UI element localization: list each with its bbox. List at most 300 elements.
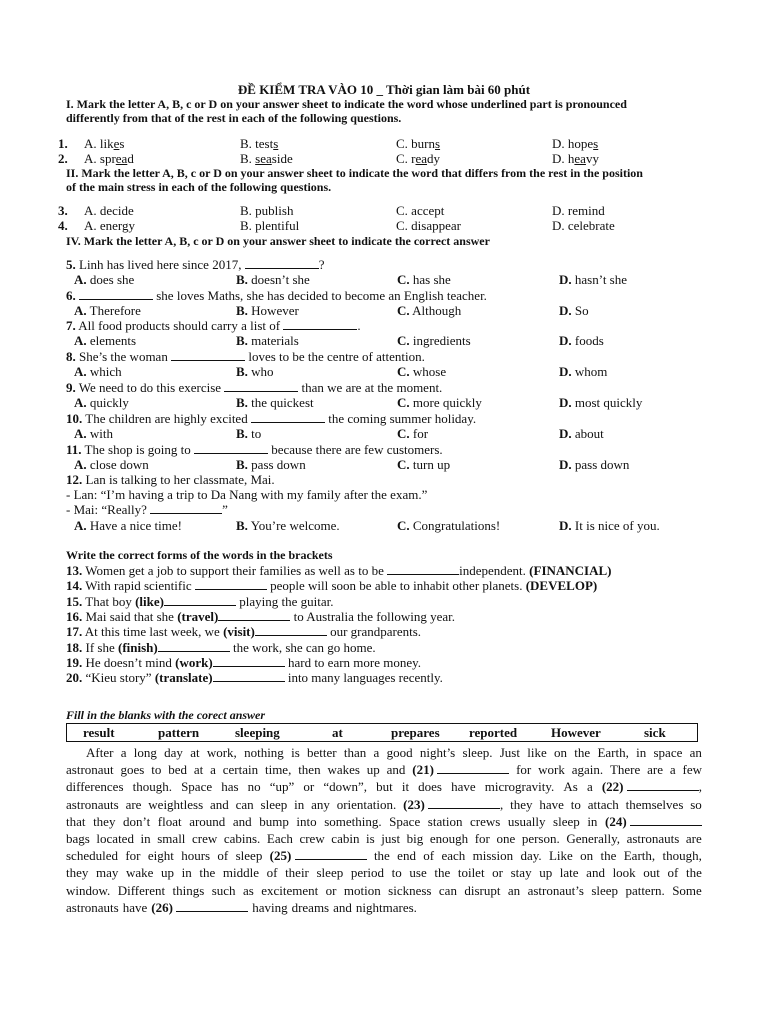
passage-word: or bbox=[492, 865, 504, 881]
word-bank-item: at bbox=[332, 725, 343, 740]
word-bank-item: reported bbox=[469, 725, 518, 740]
question-stem bbox=[66, 442, 443, 457]
passage-word: toilet bbox=[457, 865, 485, 881]
option-c bbox=[397, 272, 451, 287]
question-stem bbox=[66, 411, 476, 426]
passage-word: like bbox=[527, 745, 547, 760]
passage-word: may bbox=[96, 865, 119, 881]
section4-heading: IV. Mark the letter A, B, c or D on your answer sheet to indicate the correct answer bbox=[66, 234, 490, 248]
passage-word: astronauts bbox=[626, 831, 680, 847]
passage-word: sleep. bbox=[462, 745, 493, 760]
passage-word: period bbox=[350, 865, 385, 881]
passage-word: wakes bbox=[327, 762, 360, 778]
option-text: vy bbox=[585, 151, 599, 166]
option-letter: A. bbox=[74, 518, 87, 533]
passage-line bbox=[66, 830, 702, 847]
passage-word: don’t bbox=[123, 813, 151, 829]
option-text: C. r bbox=[396, 151, 416, 166]
passage-word: on bbox=[554, 745, 568, 760]
passage-line bbox=[66, 882, 702, 899]
question-number: 3. bbox=[58, 203, 68, 218]
passage-word: of bbox=[217, 848, 229, 864]
underlined-part: s bbox=[435, 136, 441, 151]
option-d bbox=[559, 303, 589, 318]
passage-word: and bbox=[333, 899, 352, 915]
passage-word: work, bbox=[206, 745, 237, 760]
question-text: our grandparents. bbox=[326, 624, 422, 640]
passage-word: does bbox=[418, 779, 442, 795]
option-a bbox=[74, 395, 129, 410]
question-stem bbox=[66, 472, 275, 487]
option-c bbox=[397, 303, 461, 318]
word-bank-item: result bbox=[83, 725, 115, 740]
passage-word: that bbox=[66, 813, 86, 829]
option-letter: D. bbox=[559, 333, 572, 348]
option-c bbox=[397, 518, 500, 533]
option-b bbox=[236, 333, 299, 348]
option-b bbox=[236, 272, 310, 287]
option-text: Have a nice time! bbox=[86, 518, 182, 533]
passage-word: to bbox=[151, 762, 162, 778]
option-letter: A. bbox=[74, 272, 87, 287]
question-number: 19. bbox=[66, 654, 83, 670]
passage-word: astronaut bbox=[66, 762, 114, 778]
passage-word: mission bbox=[472, 848, 514, 864]
question-text: because there are few customers. bbox=[267, 442, 443, 457]
passage-word: day bbox=[164, 745, 183, 760]
option-text: dy bbox=[427, 151, 441, 166]
passage-word: is bbox=[291, 745, 300, 760]
word-hint: (DEVELOP) bbox=[525, 578, 598, 594]
option-a bbox=[74, 518, 182, 533]
passage-word: the bbox=[373, 848, 390, 864]
blank-number: (24) bbox=[605, 813, 627, 829]
blank-number: (22) bbox=[601, 779, 624, 795]
section5-heading: Write the correct forms of the words in the brackets bbox=[66, 548, 333, 562]
option-c: C. disappear bbox=[396, 218, 461, 233]
option-letter: A. bbox=[74, 333, 87, 348]
option-a bbox=[84, 151, 134, 166]
option-c bbox=[396, 136, 440, 151]
passage-word: weightless bbox=[148, 796, 204, 812]
option-letter: D. bbox=[559, 518, 572, 533]
underlined-part: ea bbox=[574, 151, 586, 166]
passage-word: any bbox=[311, 796, 330, 812]
passage-word: again. bbox=[571, 762, 604, 778]
passage-word: is bbox=[366, 831, 375, 847]
word-bank bbox=[66, 723, 698, 742]
passage-word: space bbox=[653, 745, 683, 760]
section1-heading-1: I. Mark the letter A, B, c or D on your answer sheet to indicate the word whose underlined part is pronounced bbox=[66, 97, 627, 111]
answer-blank bbox=[428, 797, 500, 809]
passage-word: in bbox=[140, 831, 151, 847]
passage-word: astronauts bbox=[66, 899, 119, 915]
passage-word: bed bbox=[168, 762, 187, 778]
answer-blank bbox=[387, 563, 459, 575]
option-text: C. burn bbox=[396, 136, 435, 151]
option-text: It is nice of you. bbox=[571, 518, 660, 533]
option-text: with bbox=[86, 426, 114, 441]
option-b bbox=[240, 136, 278, 151]
passage-word: Earth, bbox=[623, 848, 656, 864]
passage-word: the bbox=[574, 745, 591, 760]
question-text: she loves Maths, she has decided to become an English teacher. bbox=[153, 288, 487, 303]
option-text: whose bbox=[409, 364, 447, 379]
blank-number: (21) bbox=[412, 762, 434, 778]
blank-group bbox=[270, 847, 367, 864]
dialogue-text: - Mai: “Really? bbox=[66, 502, 151, 517]
passage-word: and bbox=[586, 865, 605, 881]
option-a bbox=[74, 333, 136, 348]
passage-word: just bbox=[381, 831, 401, 847]
verb-hint: (like) bbox=[135, 593, 164, 609]
answer-blank bbox=[195, 578, 267, 590]
passage-word: late bbox=[559, 865, 579, 881]
passage-word: astronaut’s bbox=[527, 882, 584, 898]
passage-word: sleep bbox=[316, 865, 344, 881]
option-text: pass down bbox=[247, 457, 306, 472]
option-d bbox=[559, 518, 660, 533]
option-text: hasn’t she bbox=[571, 272, 628, 287]
passage-line bbox=[66, 761, 702, 778]
option-text: elements bbox=[86, 333, 137, 348]
option-b bbox=[236, 457, 306, 472]
question-text: Mai said that she bbox=[82, 608, 178, 624]
passage-word: they bbox=[93, 813, 116, 829]
passage-word: the bbox=[199, 865, 216, 881]
passage-word: things bbox=[172, 882, 205, 898]
passage-word: in bbox=[181, 865, 192, 881]
option-text: does she bbox=[86, 272, 135, 287]
option-b bbox=[236, 426, 261, 441]
option-letter: B. bbox=[236, 426, 248, 441]
question-text: ? bbox=[318, 257, 325, 272]
option-text: about bbox=[571, 426, 604, 441]
passage-word: differences bbox=[66, 779, 124, 795]
question-stem bbox=[66, 349, 425, 364]
option-letter: B. bbox=[236, 364, 248, 379]
blank-group bbox=[605, 813, 702, 830]
section6-heading: Fill in the blanks with the corect answer bbox=[66, 708, 266, 722]
question-text: to Australia the following year. bbox=[290, 608, 455, 624]
passage-word: in bbox=[294, 796, 305, 812]
verb-hint: (work) bbox=[175, 654, 213, 670]
option-a: A. energy bbox=[84, 218, 136, 233]
underlined-part: sea bbox=[255, 151, 272, 166]
passage-word: certain bbox=[222, 762, 259, 778]
word-bank-item: sick bbox=[644, 725, 666, 740]
section1-heading-2: differently from that of the rest in each of the following questions. bbox=[66, 111, 402, 125]
underlined-part: s bbox=[593, 136, 599, 151]
passage-word: an bbox=[507, 882, 521, 898]
underlined-part: ea bbox=[115, 151, 128, 166]
question-number: 7. bbox=[66, 318, 76, 333]
question-text: hard to earn more money. bbox=[284, 654, 422, 670]
question-text: people will soon be able to inhabit other planets. bbox=[266, 578, 526, 594]
question-number: 13. bbox=[66, 563, 83, 578]
passage-word: out bbox=[643, 865, 660, 881]
passage-word: Space bbox=[389, 813, 421, 829]
passage-word: good bbox=[386, 745, 413, 760]
answer-blank bbox=[627, 779, 699, 791]
section2-heading-2: of the main stress in each of the following questions. bbox=[66, 180, 332, 194]
passage-word: a bbox=[669, 762, 676, 778]
option-letter: D. bbox=[559, 272, 572, 287]
passage-word: Each bbox=[266, 831, 293, 847]
option-b bbox=[240, 151, 293, 166]
question-number: 8. bbox=[66, 349, 76, 364]
option-text: Congratulations! bbox=[409, 518, 501, 533]
passage-word: their bbox=[285, 865, 309, 881]
option-text: So bbox=[571, 303, 589, 318]
option-text: doesn’t she bbox=[247, 272, 310, 287]
option-text: ingredients bbox=[409, 333, 471, 348]
question-text: Women get a job to support their families as well as to be bbox=[82, 563, 388, 578]
passage-word: microgravity. bbox=[484, 779, 555, 795]
question-text: Linh has lived here since 2017, bbox=[75, 257, 245, 272]
passage-word: each bbox=[441, 848, 466, 864]
option-letter: D. bbox=[559, 303, 572, 318]
passage-word: located bbox=[96, 831, 134, 847]
passage-line bbox=[66, 744, 702, 761]
option-text: Although bbox=[409, 303, 462, 318]
option-letter: A. bbox=[74, 457, 87, 472]
passage-word: usually bbox=[507, 813, 546, 829]
option-a bbox=[74, 364, 122, 379]
answer-blank bbox=[295, 848, 367, 860]
answer-blank bbox=[176, 900, 248, 912]
passage-word: better bbox=[307, 745, 337, 760]
option-a: A. decide bbox=[84, 203, 134, 218]
passage-word: though, bbox=[662, 848, 702, 864]
option-letter: D. bbox=[559, 364, 572, 379]
option-text: to bbox=[247, 426, 262, 441]
option-a bbox=[74, 457, 149, 472]
option-letter: B. bbox=[236, 272, 248, 287]
question-text: If she bbox=[82, 639, 118, 655]
passage-word: motion bbox=[343, 882, 381, 898]
question-text: independent. bbox=[459, 563, 530, 578]
blank-group bbox=[403, 796, 503, 813]
option-text: D. hope bbox=[552, 136, 594, 151]
answer-blank bbox=[251, 411, 325, 423]
passage-word: crew bbox=[192, 831, 218, 847]
question-text: the coming summer holiday. bbox=[324, 411, 477, 426]
passage-word: up bbox=[366, 762, 380, 778]
word-form-item bbox=[66, 640, 376, 655]
question-text: . bbox=[357, 318, 361, 333]
answer-blank bbox=[158, 640, 230, 652]
option-a bbox=[74, 303, 141, 318]
option-text: close down bbox=[86, 457, 149, 472]
option-text: You’re welcome. bbox=[247, 518, 340, 533]
passage-word: a bbox=[586, 779, 593, 795]
passage-word: a bbox=[210, 762, 216, 778]
option-text: for bbox=[409, 426, 429, 441]
passage-word: in bbox=[636, 745, 647, 760]
option-b bbox=[236, 395, 314, 410]
option-d: D. remind bbox=[552, 203, 605, 218]
passage-word: are bbox=[685, 831, 702, 847]
option-text: d bbox=[127, 151, 134, 166]
passage-word: bags bbox=[66, 831, 90, 847]
passage-word: middle bbox=[222, 865, 259, 881]
option-text: whom bbox=[571, 364, 608, 379]
question-number: 6. bbox=[66, 288, 76, 303]
passage-word: up bbox=[539, 865, 553, 881]
blank-number: (26) bbox=[151, 899, 173, 915]
option-text: the quickest bbox=[247, 395, 314, 410]
passage-word: as bbox=[242, 882, 254, 898]
option-d bbox=[559, 426, 604, 441]
passage-word: into bbox=[296, 813, 317, 829]
underlined-part: ea bbox=[415, 151, 428, 166]
option-letter: B. bbox=[236, 518, 248, 533]
passage-line bbox=[66, 813, 702, 830]
passage-word: work bbox=[538, 762, 565, 778]
answer-blank bbox=[437, 762, 509, 774]
option-text: turn up bbox=[409, 457, 451, 472]
passage-word: no bbox=[247, 779, 261, 795]
option-letter: A. bbox=[74, 303, 87, 318]
verb-hint: (travel) bbox=[177, 608, 219, 624]
passage-word: of bbox=[266, 865, 278, 881]
answer-blank bbox=[224, 380, 298, 392]
passage-line bbox=[66, 864, 702, 881]
passage-word: There bbox=[609, 762, 641, 778]
answer-blank bbox=[213, 670, 285, 682]
passage-word: in bbox=[587, 813, 598, 829]
option-d bbox=[552, 136, 598, 151]
passage-word: station bbox=[427, 813, 463, 829]
option-c bbox=[397, 364, 446, 379]
blank-group bbox=[412, 761, 509, 778]
passage-word: or bbox=[325, 882, 337, 898]
option-letter: B. bbox=[236, 333, 248, 348]
passage-word: having bbox=[252, 899, 288, 915]
option-c bbox=[397, 426, 428, 441]
option-letter: C. bbox=[397, 272, 410, 287]
question-stem bbox=[66, 380, 442, 395]
passage-word: Generally, bbox=[566, 831, 620, 847]
passage-word: have bbox=[539, 796, 564, 812]
option-letter: D. bbox=[559, 457, 572, 472]
passage-word: at bbox=[193, 762, 204, 778]
option-letter: C. bbox=[397, 426, 410, 441]
passage-word: have bbox=[451, 779, 476, 795]
passage-word: the bbox=[600, 848, 617, 864]
question-number: 2. bbox=[58, 151, 68, 166]
question-number: 16. bbox=[66, 608, 83, 624]
passage-word: astronauts bbox=[66, 796, 119, 812]
answer-blank bbox=[255, 624, 327, 636]
option-text: s bbox=[119, 136, 125, 151]
passage-word: sleep bbox=[591, 882, 619, 898]
reading-passage bbox=[66, 744, 702, 916]
passage-word: dreams bbox=[291, 899, 330, 915]
passage-word: but bbox=[376, 779, 393, 795]
question-text: She’s the woman bbox=[75, 349, 172, 364]
question-number: 4. bbox=[58, 218, 68, 233]
passage-word: of bbox=[423, 848, 435, 864]
option-text: quickly bbox=[86, 395, 129, 410]
passage-word: and bbox=[232, 813, 252, 829]
passage-word: attach bbox=[587, 796, 619, 812]
passage-word: time, bbox=[264, 762, 292, 778]
answer-blank bbox=[245, 257, 319, 269]
question-text: playing the guitar. bbox=[235, 593, 334, 609]
passage-word: Earth, bbox=[597, 745, 629, 760]
passage-word: are bbox=[647, 762, 663, 778]
question-text: Lan is talking to her classmate, Mai. bbox=[82, 472, 275, 487]
passage-word: long bbox=[133, 745, 157, 760]
passage-word: cabin bbox=[331, 831, 360, 847]
answer-blank bbox=[79, 288, 153, 300]
passage-word: and bbox=[210, 796, 229, 812]
question-text: the work, she can go home. bbox=[229, 639, 376, 655]
option-c bbox=[397, 333, 471, 348]
passage-word: , bbox=[698, 779, 702, 795]
passage-line bbox=[66, 796, 702, 813]
passage-word: or bbox=[303, 779, 315, 795]
option-text: has she bbox=[409, 272, 451, 287]
section2-heading-1: II. Mark the letter A, B, c or D on your answer sheet to indicate the word that differs from the rest in the position bbox=[66, 166, 643, 180]
option-text: who bbox=[247, 364, 274, 379]
option-d bbox=[559, 395, 642, 410]
passage-word: so bbox=[690, 796, 702, 812]
passage-word: for bbox=[125, 848, 141, 864]
option-text: A. spr bbox=[84, 151, 116, 166]
passage-word: than bbox=[343, 745, 367, 760]
question-number: 17. bbox=[66, 624, 83, 640]
option-text: pass down bbox=[571, 457, 630, 472]
word-form-item bbox=[66, 624, 421, 639]
question-stem bbox=[66, 318, 361, 333]
passage-word: the bbox=[434, 865, 451, 881]
passage-word: around bbox=[189, 813, 226, 829]
passage-word: nothing bbox=[244, 745, 284, 760]
passage-word: crew bbox=[299, 831, 325, 847]
passage-word: sleep bbox=[260, 796, 288, 812]
passage-word: window. bbox=[66, 882, 111, 898]
question-number: 1. bbox=[58, 136, 68, 151]
question-text: The shop is going to bbox=[81, 442, 194, 457]
question-stem bbox=[66, 257, 325, 272]
passage-word: of bbox=[667, 865, 679, 881]
passage-word: the bbox=[685, 865, 702, 881]
passage-line bbox=[66, 847, 702, 864]
passage-word: goes bbox=[120, 762, 145, 778]
option-letter: C. bbox=[397, 395, 410, 410]
question-text: into many languages recently. bbox=[284, 670, 443, 686]
word-hint: (FINANCIAL) bbox=[529, 563, 612, 578]
passage-word: “up” bbox=[269, 779, 295, 795]
option-letter: C. bbox=[397, 457, 410, 472]
option-d bbox=[559, 457, 629, 472]
passage-word: look bbox=[612, 865, 636, 881]
passage-word: disrupt bbox=[464, 882, 501, 898]
option-letter: C. bbox=[397, 364, 410, 379]
passage-word: excitement bbox=[261, 882, 319, 898]
option-letter: B. bbox=[236, 457, 248, 472]
passage-word: they bbox=[510, 796, 533, 812]
option-text: Therefore bbox=[86, 303, 141, 318]
underlined-part: s bbox=[273, 136, 279, 151]
option-text: foods bbox=[571, 333, 604, 348]
option-text: D. h bbox=[552, 151, 575, 166]
passage-word: bump bbox=[259, 813, 289, 829]
option-letter: D. bbox=[559, 395, 572, 410]
